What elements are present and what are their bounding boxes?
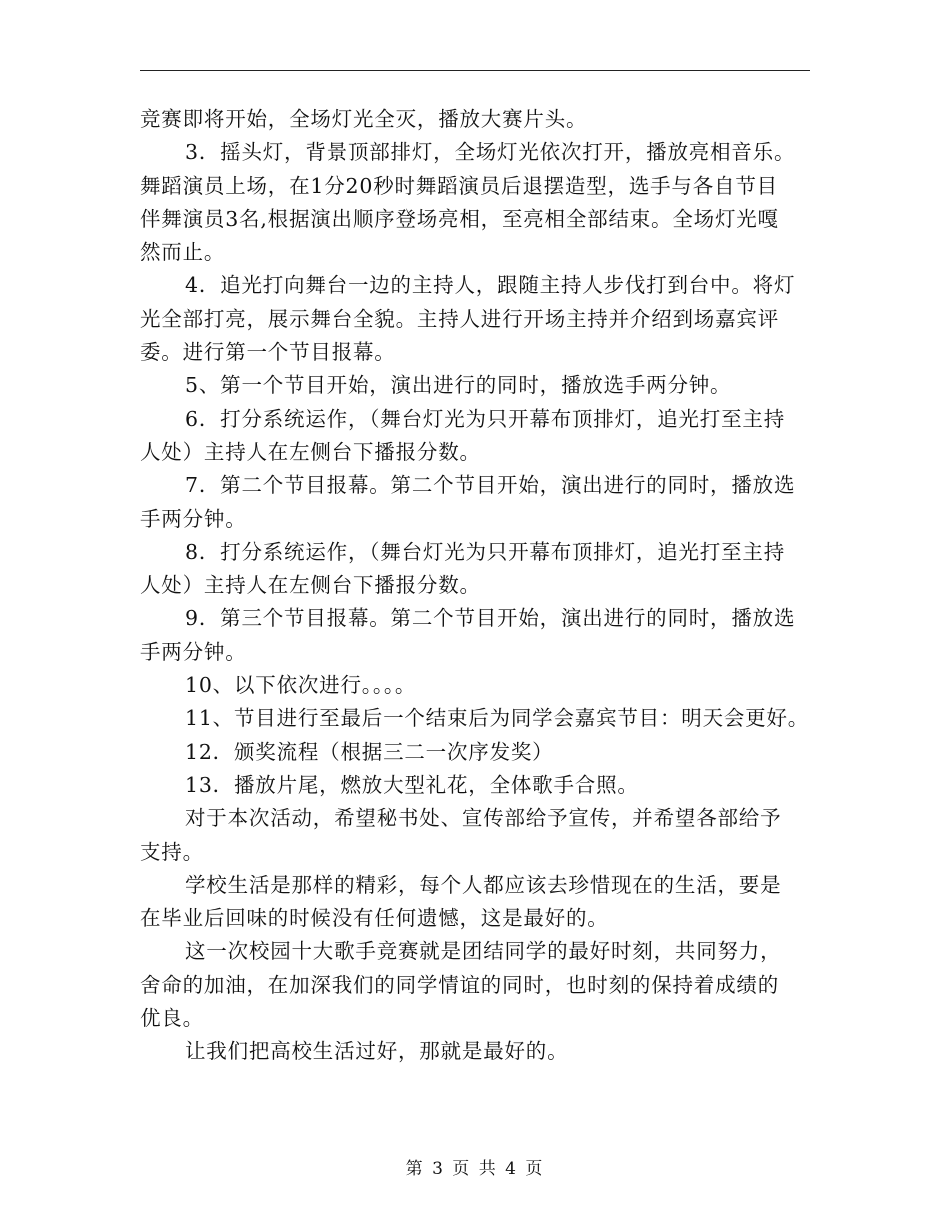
text-line: 在毕业后回味的时候没有任何遗憾，这是最好的。 (140, 906, 609, 931)
text-line: 4．追光打向舞台一边的主持人，跟随主持人步伐打到台中。将灯 (185, 273, 796, 298)
text-line: 支持。 (140, 839, 204, 864)
header-rule (140, 70, 810, 71)
text-line: 8．打分系统运作，（舞台灯光为只开幕布顶排灯，追光打至主持 (185, 539, 785, 564)
text-line: 12．颁奖流程（根据三二一次序发奖） (185, 739, 554, 764)
text-line: 伴舞演员3名,根据演出顺序登场亮相，至亮相全部结束。全场灯光嘎 (140, 206, 779, 231)
text-line: 5、第一个节目开始，演出进行的同时，播放选手两分钟。 (185, 373, 732, 398)
document-body (140, 103, 810, 1069)
text-line: 让我们把高校生活过好，那就是最好的。 (185, 1039, 569, 1064)
text-line: 委。进行第一个节目报幕。 (140, 340, 396, 365)
text-line: 这一次校园十大歌手竞赛就是团结同学的最好时刻，共同努力， (185, 939, 782, 964)
text-line: 10、以下依次进行。。。。 (185, 673, 417, 698)
text-line: 学校生活是那样的精彩，每个人都应该去珍惜现在的生活，要是 (185, 872, 782, 897)
text-line: 人处）主持人在左侧台下播报分数。 (140, 573, 481, 598)
text-line: 光全部打亮，展示舞台全貌。主持人进行开场主持并介绍到场嘉宾评 (140, 306, 779, 331)
text-line: 13．播放片尾，燃放大型礼花，全体歌手合照。 (185, 772, 639, 797)
text-line: 手两分钟。 (140, 506, 247, 531)
text-line: 舞蹈演员上场，在1分20秒时舞蹈演员后退摆造型，选手与各自节目 (140, 173, 778, 198)
text-line: 11、节目进行至最后一个结束后为同学会嘉宾节目：明天会更好。 (185, 706, 810, 731)
text-line: 手两分钟。 (140, 639, 247, 664)
text-line: 3．摇头灯，背景顶部排灯，全场灯光依次打开，播放亮相音乐。 (185, 140, 796, 165)
text-line: 对于本次活动，希望秘书处、宣传部给予宣传，并希望各部给予 (185, 806, 782, 831)
text-line: 7．第二个节目报幕。第二个节目开始，演出进行的同时，播放选 (185, 473, 796, 498)
text-line: 舍命的加油，在加深我们的同学情谊的同时，也时刻的保持着成绩的 (140, 972, 779, 997)
text-line: 9．第三个节目报幕。第二个节目开始，演出进行的同时，播放选 (185, 606, 796, 631)
text-line: 竞赛即将开始，全场灯光全灭，播放大赛片头。 (140, 107, 588, 131)
text-line: 然而止。 (140, 240, 226, 265)
page-number: 第 3 页 共 4 页 (405, 1159, 545, 1179)
text-line: 6．打分系统运作，（舞台灯光为只开幕布顶排灯，追光打至主持 (185, 406, 785, 431)
text-line: 优良。 (140, 1006, 204, 1031)
text-line: 人处）主持人在左侧台下播报分数。 (140, 439, 481, 464)
